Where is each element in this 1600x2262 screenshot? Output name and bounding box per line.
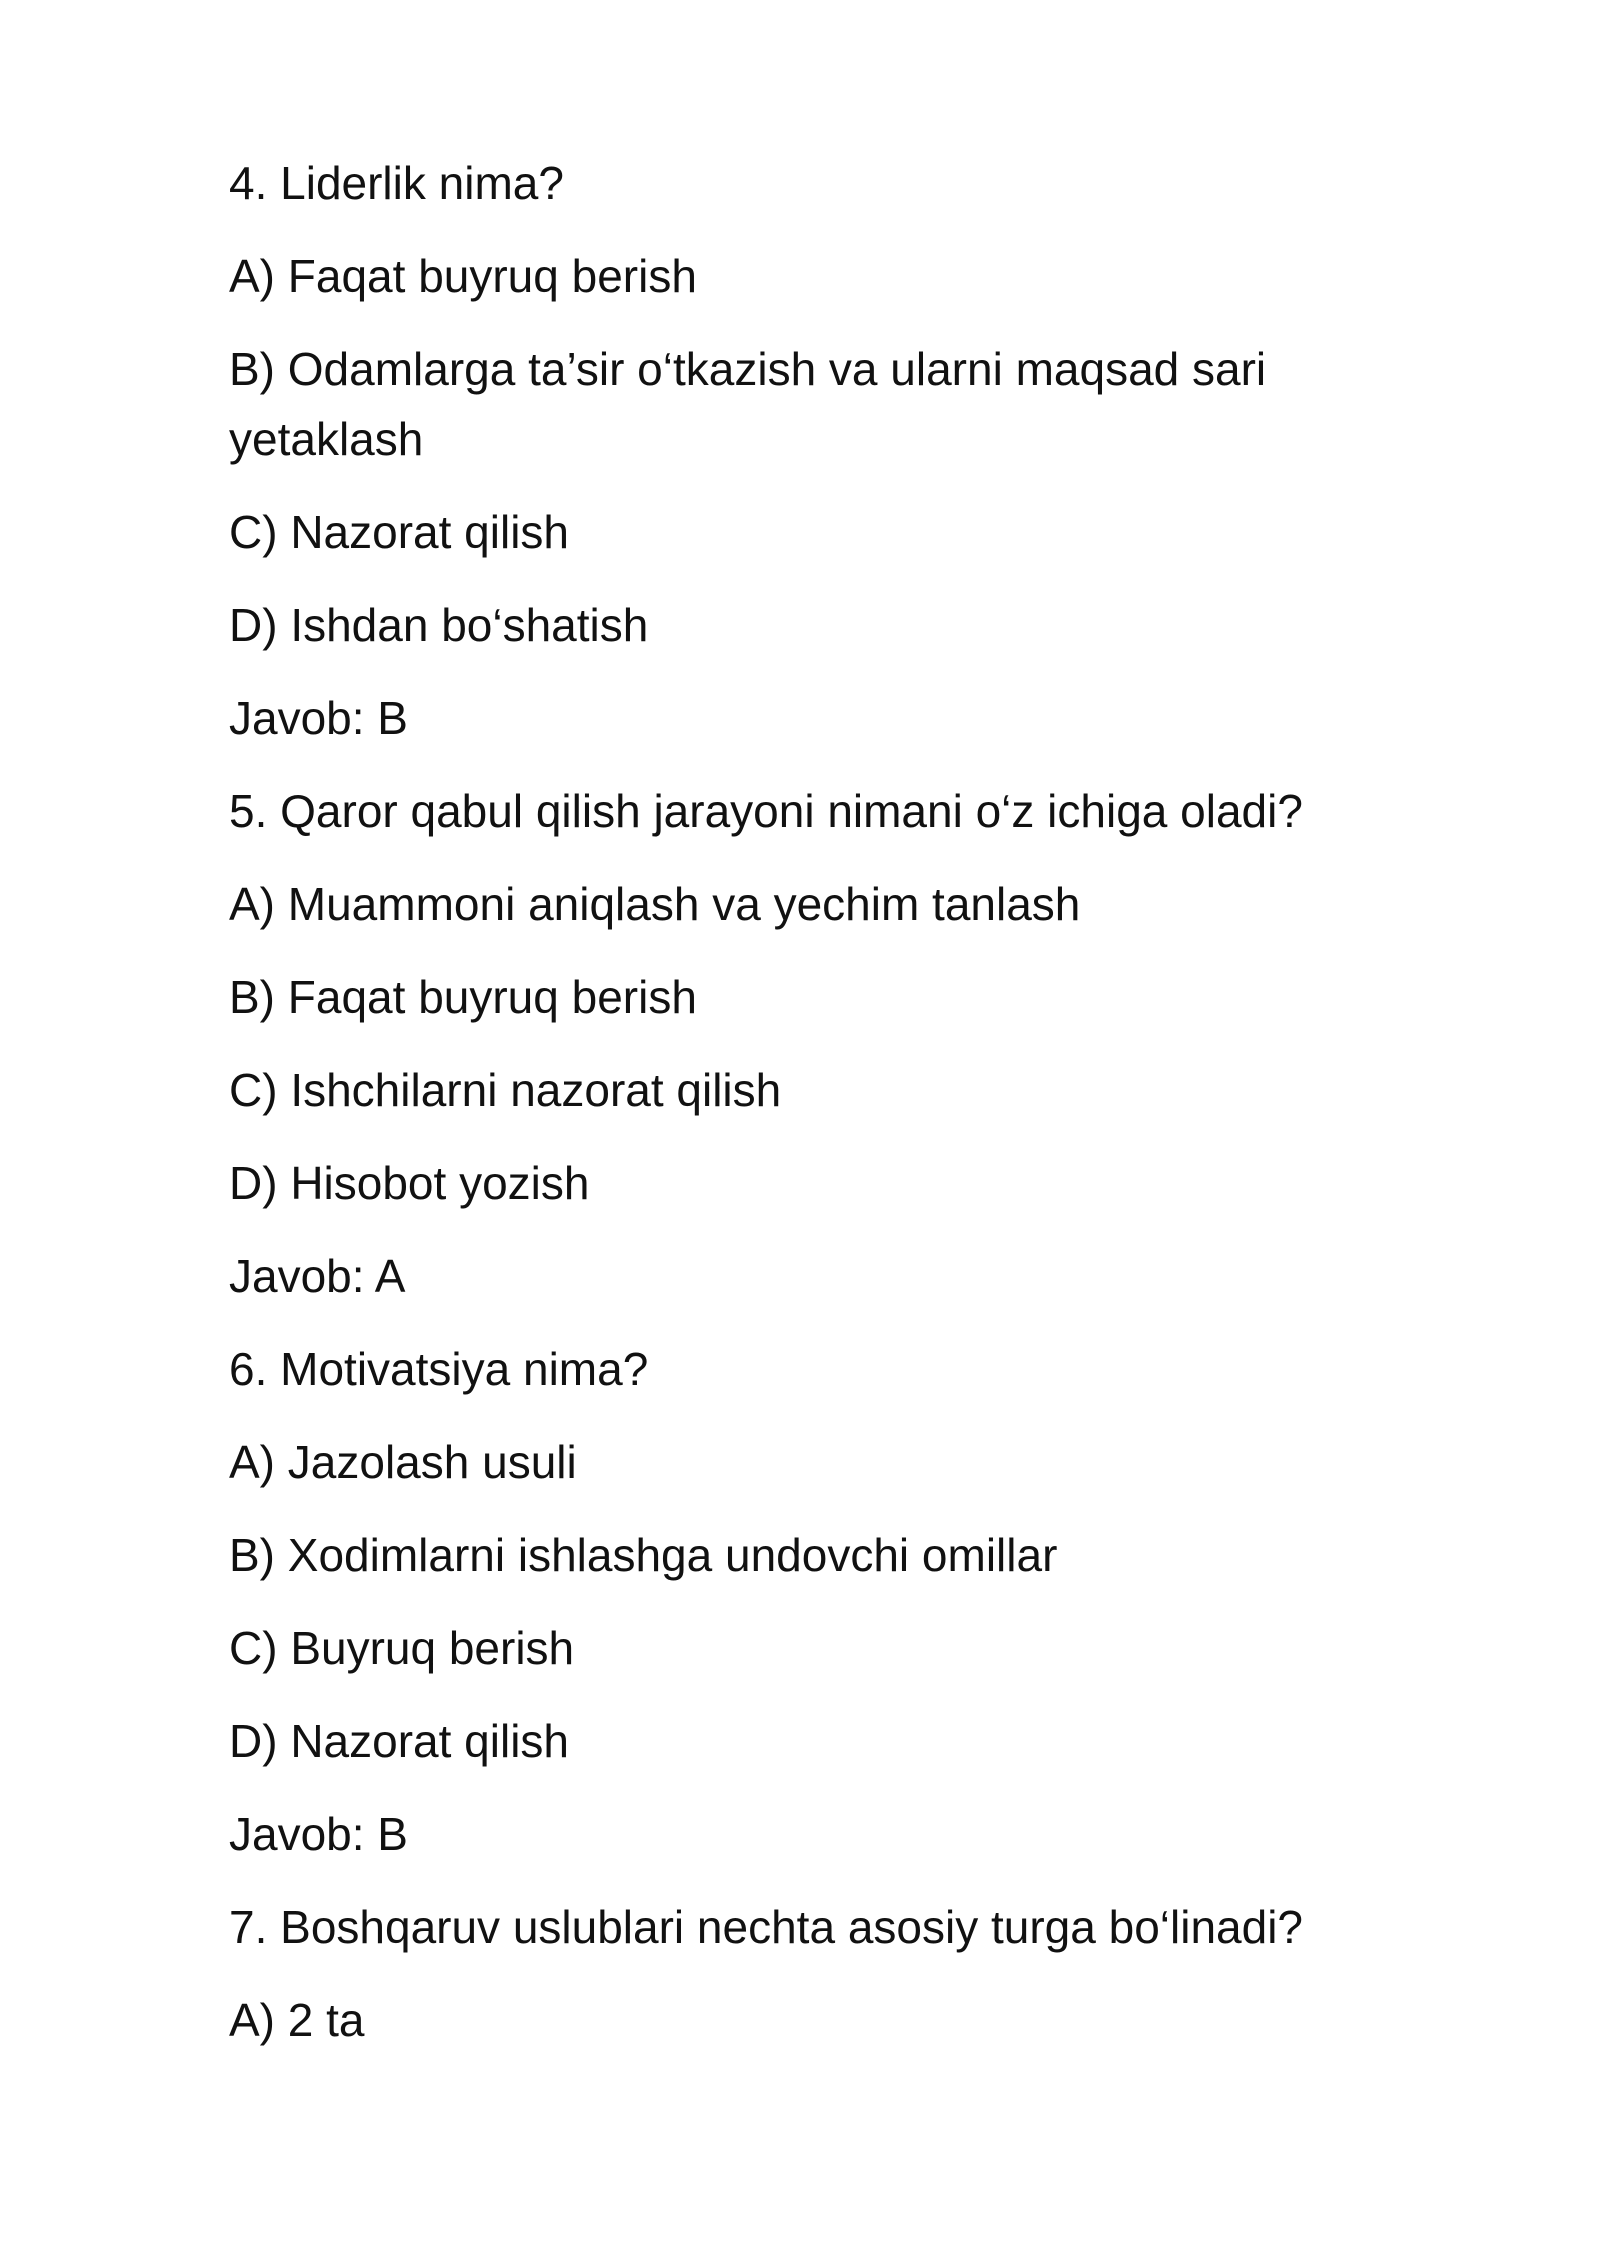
question-text: 5. Qaror qabul qilish jarayoni nimani o‘z ichiga oladi? — [229, 785, 1303, 837]
question-block-4 — [229, 148, 1409, 753]
question-block-5 — [229, 776, 1409, 1311]
option-c: C) Buyruq berish — [229, 1622, 575, 1674]
option-c: C) Nazorat qilish — [229, 506, 569, 558]
option-a: A) Faqat buyruq berish — [229, 250, 697, 302]
question-block-6 — [229, 1334, 1409, 1869]
option-b: B) Xodimlarni ishlashga undovchi omillar — [229, 1529, 1058, 1581]
option-d: D) Ishdan bo‘shatish — [229, 599, 649, 651]
option-d: D) Hisobot yozish — [229, 1157, 590, 1209]
option-a: A) 2 ta — [229, 1994, 365, 2046]
option-b: B) Odamlarga ta’sir o‘tkazish va ularni maqsad sari yetaklash — [229, 343, 1267, 465]
option-a: A) Jazolash usuli — [229, 1436, 577, 1488]
answer-text: Javob: A — [229, 1250, 406, 1302]
question-text: 6. Motivatsiya nima? — [229, 1343, 649, 1395]
option-b: B) Faqat buyruq berish — [229, 971, 697, 1023]
document-content — [229, 148, 1409, 2078]
question-text: 7. Boshqaruv uslublari nechta asosiy turga bo‘linadi? — [229, 1901, 1303, 1953]
option-a: A) Muammoni aniqlash va yechim tanlash — [229, 878, 1081, 930]
question-block-7 — [229, 1892, 1409, 2055]
option-d: D) Nazorat qilish — [229, 1715, 569, 1767]
question-text: 4. Liderlik nima? — [229, 157, 564, 209]
option-c: C) Ishchilarni nazorat qilish — [229, 1064, 782, 1116]
answer-text: Javob: B — [229, 692, 408, 744]
answer-text: Javob: B — [229, 1808, 408, 1860]
